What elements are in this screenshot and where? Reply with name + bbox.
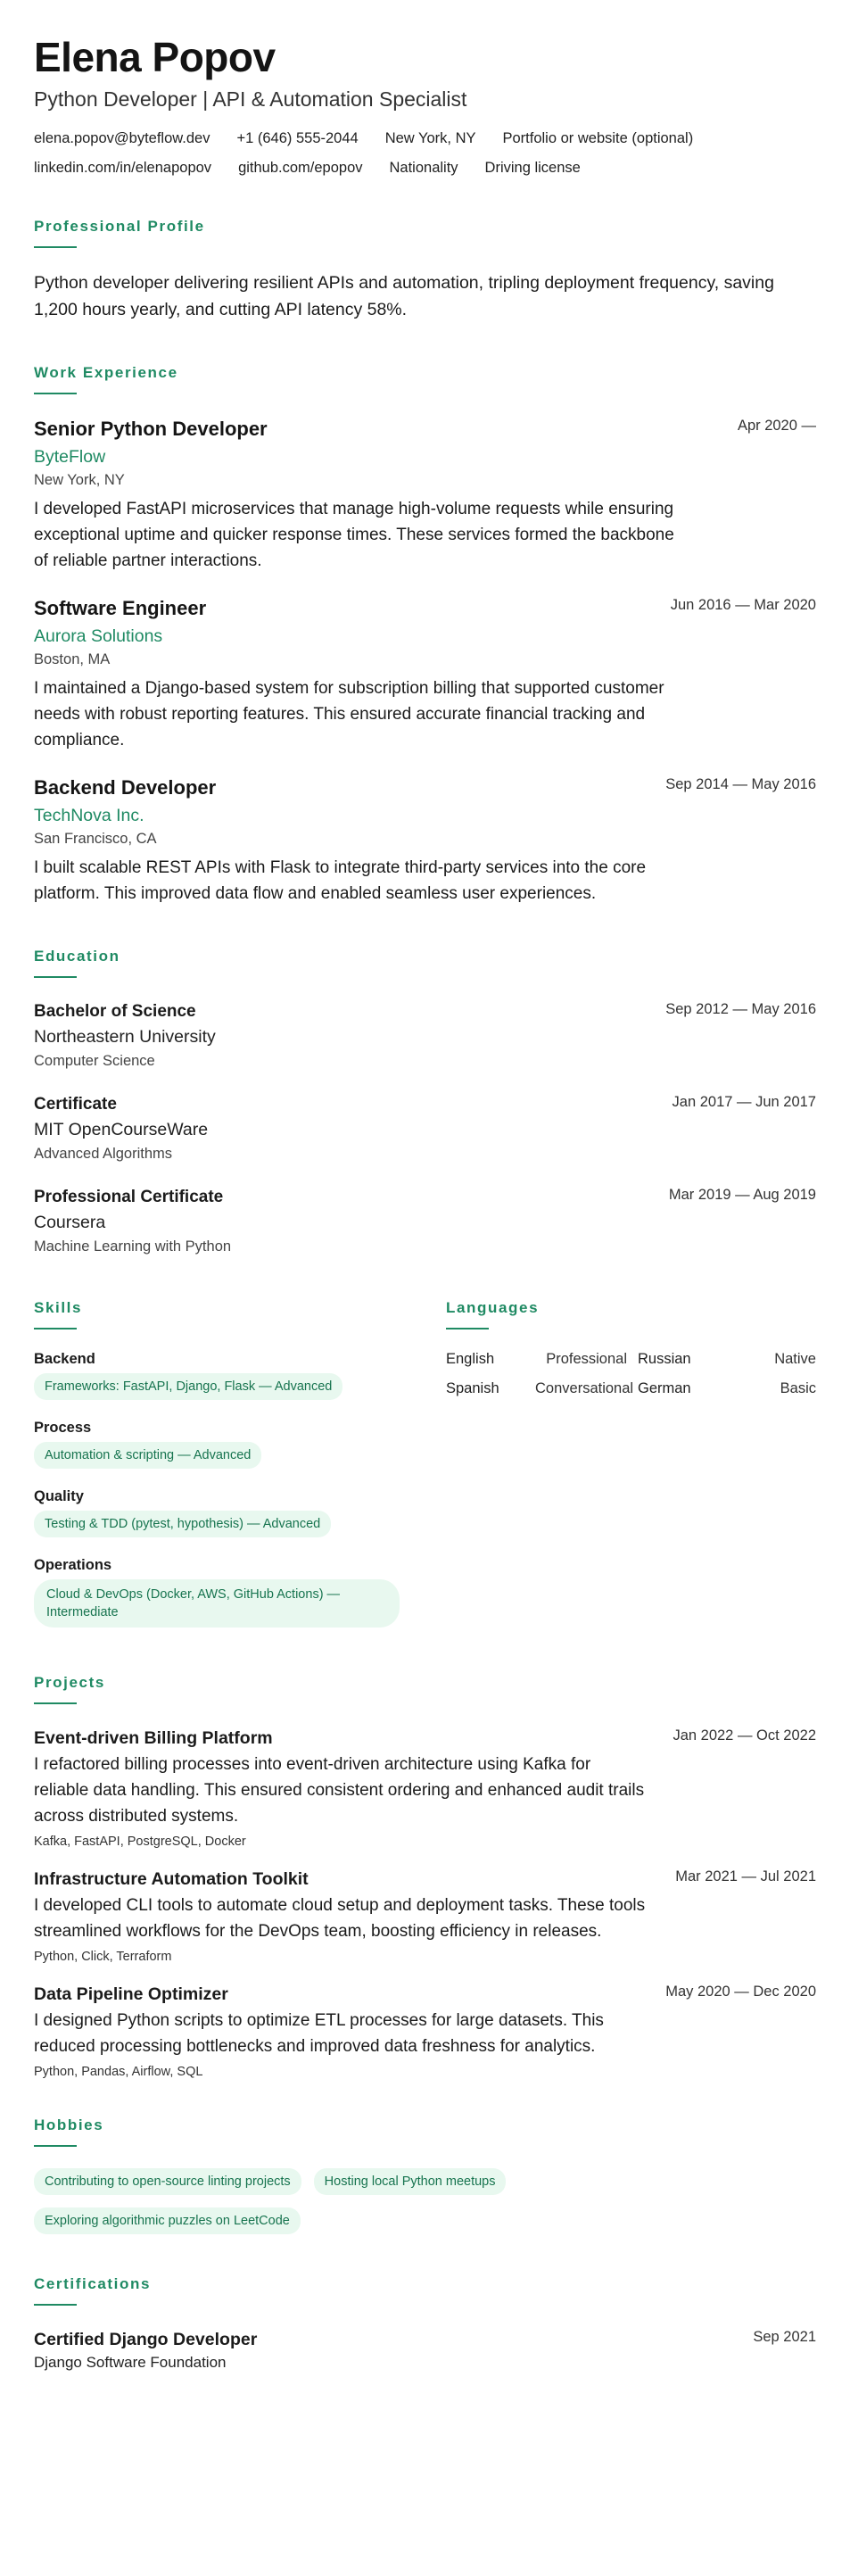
education-dates: Mar 2019 — Aug 2019: [668, 1187, 816, 1203]
skill-category: Quality: [34, 1488, 84, 1504]
contact-linkedin[interactable]: linkedin.com/in/elenapopov: [34, 160, 212, 176]
skill-group: [34, 1351, 435, 1400]
project-title: Event-driven Billing Platform: [34, 1728, 273, 1748]
hobbies-section: [34, 2116, 816, 2234]
project-description: I refactored billing processes into event-driven architecture using Kafka for reliable data handling. This ensured consistent ordering and enhanced audit trails across distributed systems.: [34, 1755, 645, 1826]
job-company: TechNova Inc.: [34, 806, 144, 825]
section-divider: [34, 976, 77, 978]
education-school: MIT OpenCourseWare: [34, 1120, 209, 1139]
project-description: I developed CLI tools to automate cloud setup and deployment tasks. These tools streamlined workflows for the DevOps team, boosting efficiency in releases.: [34, 1896, 646, 1941]
section-divider: [34, 246, 77, 248]
skills-languages-row: [34, 1299, 816, 1647]
languages-section: [446, 1299, 816, 1647]
project-description: I designed Python scripts to optimize ETL processes for large datasets. This reduced processing bottlenecks and improved data freshness for analytics.: [34, 2011, 604, 2056]
section-divider: [34, 1702, 77, 1704]
job-entry: [34, 595, 816, 753]
project-entry: [34, 1867, 816, 1964]
education-section: [34, 948, 816, 1258]
job-title: Backend Developer: [34, 776, 217, 799]
section-title: Languages: [446, 1299, 540, 1316]
project-entry: [34, 1982, 816, 2079]
education-dates: Sep 2012 — May 2016: [665, 1001, 816, 1017]
project-entry: [34, 1726, 816, 1849]
job-location: San Francisco, CA: [34, 831, 157, 847]
contact-location: New York, NY: [384, 130, 476, 146]
job-dates: Sep 2014 — May 2016: [665, 776, 816, 792]
language-name: Russian: [638, 1351, 691, 1367]
skill-pill: Cloud & DevOps (Docker, AWS, GitHub Actions) — Intermediate: [34, 1579, 400, 1628]
skill-category: Operations: [34, 1557, 112, 1573]
project-title: Data Pipeline Optimizer: [34, 1984, 228, 2004]
certification-issuer: Django Software Foundation: [34, 2354, 227, 2371]
language-level: Native: [774, 1351, 816, 1367]
job-description: I maintained a Django-based system for subscription billing that supported customer needs with robust reporting features. This ensured accurate financial tracking and compliance.: [34, 679, 664, 750]
education-school: Northeastern University: [34, 1027, 216, 1047]
job-dates: Jun 2016 — Mar 2020: [670, 597, 816, 613]
education-entry: [34, 1185, 816, 1258]
section-divider: [34, 2145, 77, 2147]
section-divider: [34, 393, 77, 394]
section-divider: [34, 2304, 77, 2306]
section-title: Education: [34, 948, 120, 965]
job-description: I built scalable REST APIs with Flask to integrate third-party services into the core platform. This improved data flow and enabled seamless user experiences.: [34, 858, 647, 903]
project-dates: Mar 2021 — Jul 2021: [675, 1868, 816, 1884]
section-title: Work Experience: [34, 364, 178, 381]
project-title: Infrastructure Automation Toolkit: [34, 1869, 309, 1889]
job-location: Boston, MA: [34, 651, 111, 667]
contact-email[interactable]: elena.popov@byteflow.dev: [34, 130, 210, 146]
job-company: ByteFlow: [34, 447, 106, 467]
education-dates: Jan 2017 — Jun 2017: [672, 1094, 816, 1110]
contact-list: [34, 130, 801, 177]
hobby-pill: Hosting local Python meetups: [314, 2168, 507, 2195]
section-divider: [34, 1328, 77, 1329]
education-school: Coursera: [34, 1213, 106, 1232]
skill-pill: Testing & TDD (pytest, hypothesis) — Advanced: [34, 1511, 331, 1537]
language-list: [446, 1351, 816, 1397]
profile-section: [34, 218, 816, 323]
contact-driving-license: Driving license: [484, 160, 581, 176]
experience-section: [34, 364, 816, 907]
job-title: Senior Python Developer: [34, 418, 268, 440]
language-name: Spanish: [446, 1380, 499, 1396]
hobby-pill: Exploring algorithmic puzzles on LeetCode: [34, 2207, 301, 2234]
profile-summary: Python developer delivering resilient APIs and automation, tripling deployment frequency, saving 1,200 hours yearly, and cutting API latency 58%.: [34, 273, 774, 319]
contact-portfolio[interactable]: Portfolio or website (optional): [502, 130, 694, 146]
certification-title: Certified Django Developer: [34, 2330, 258, 2349]
job-description: I developed FastAPI microservices that manage high-volume requests while ensuring exceptional uptime and quicker response times. These services formed the backbone of reliable partner interactions.: [34, 500, 674, 570]
education-field: Computer Science: [34, 1053, 155, 1069]
language-name: German: [638, 1380, 691, 1396]
language-level: Conversational: [535, 1380, 634, 1396]
job-company: Aurora Solutions: [34, 626, 163, 646]
certifications-section: [34, 2275, 816, 2373]
education-entry: [34, 1092, 816, 1165]
hobby-list: [34, 2168, 712, 2234]
skill-group: [34, 1557, 435, 1628]
project-tech: Python, Click, Terraform: [34, 1950, 172, 1964]
education-degree: Certificate: [34, 1095, 117, 1114]
project-tech: Kafka, FastAPI, PostgreSQL, Docker: [34, 1835, 246, 1849]
language-level: Basic: [780, 1380, 816, 1396]
section-title: Professional Profile: [34, 218, 205, 235]
job-title: Software Engineer: [34, 597, 207, 619]
project-dates: Jan 2022 — Oct 2022: [673, 1727, 816, 1744]
contact-github[interactable]: github.com/epopov: [238, 160, 363, 176]
skill-pill: Frameworks: FastAPI, Django, Flask — Advanced: [34, 1373, 342, 1400]
education-degree: Professional Certificate: [34, 1188, 224, 1206]
section-title: Projects: [34, 1674, 105, 1691]
skill-group: [34, 1420, 435, 1469]
job-location: New York, NY: [34, 472, 125, 488]
language-level: Professional: [546, 1351, 627, 1367]
education-entry: [34, 999, 816, 1073]
candidate-title: Python Developer | API & Automation Specialist: [34, 87, 467, 111]
project-tech: Python, Pandas, Airflow, SQL: [34, 2065, 203, 2079]
projects-section: [34, 1674, 816, 2079]
skill-pill: Automation & scripting — Advanced: [34, 1442, 261, 1469]
section-title: Skills: [34, 1299, 83, 1316]
contact-phone[interactable]: +1 (646) 555-2044: [236, 130, 359, 146]
skill-category: Process: [34, 1420, 92, 1436]
candidate-name: Elena Popov: [34, 34, 276, 80]
education-degree: Bachelor of Science: [34, 1002, 196, 1021]
skills-section: [34, 1299, 435, 1647]
job-entry: [34, 774, 816, 907]
job-entry: [34, 416, 816, 574]
certification-date: Sep 2021: [753, 2329, 816, 2345]
certification-entry: [34, 2327, 816, 2373]
education-field: Machine Learning with Python: [34, 1238, 232, 1255]
skill-group: [34, 1488, 435, 1537]
section-title: Certifications: [34, 2275, 152, 2292]
section-title: Hobbies: [34, 2116, 104, 2133]
project-dates: May 2020 — Dec 2020: [665, 1984, 816, 2000]
hobby-pill: Contributing to open-source linting projects: [34, 2168, 301, 2195]
education-field: Advanced Algorithms: [34, 1146, 173, 1162]
job-dates: Apr 2020 —: [737, 418, 816, 434]
language-name: English: [446, 1351, 495, 1367]
section-divider: [446, 1328, 489, 1329]
skill-category: Backend: [34, 1351, 95, 1367]
contact-nationality: Nationality: [389, 160, 458, 176]
resume-header: [34, 32, 816, 177]
